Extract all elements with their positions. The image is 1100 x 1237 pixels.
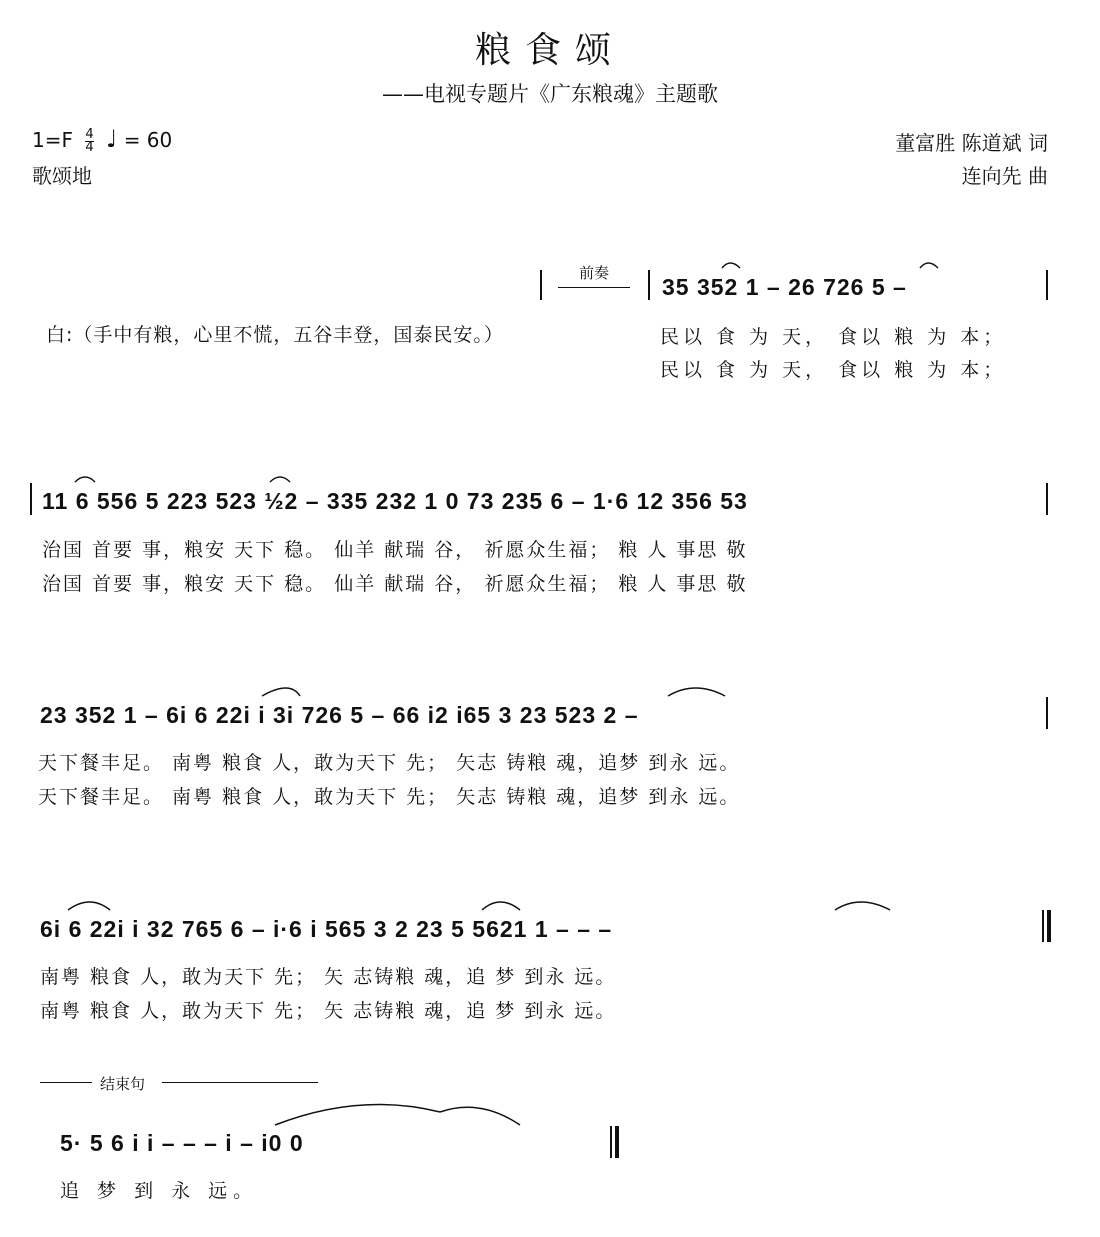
- notation-row-4: 6i 6 22i i 32 765 6 – i·6 i 565 3 2 23 5 5621 1 – – –: [40, 916, 613, 942]
- lyrics-row-4-verse-1: 南粤 粮食 人，敢为天下 先； 矢 志铸粮 魂，追 梦 到永 远。: [40, 966, 617, 988]
- tie-arc: [482, 902, 520, 910]
- song-subtitle: ——电视专题片《广东粮魂》主题歌: [382, 82, 718, 106]
- lyrics-row-2-verse-1: 治国 首要 事，粮安 天下 稳。 仙羊 献瑞 谷， 祈愿众生福； 粮 人 事思 敬: [42, 539, 748, 561]
- lyrics-row-3-verse-1: 天下餐丰足。 南粤 粮食 人，敢为天下 先； 矢志 铸粮 魂，追梦 到永 远。: [38, 752, 741, 774]
- tempo-value: = 60: [123, 128, 173, 152]
- notation-row-1: 35 352 1 – 26 726 5 –: [662, 274, 907, 300]
- lyrics-row-2-verse-2: 治国 首要 事，粮安 天下 稳。 仙羊 献瑞 谷， 祈愿众生福； 粮 人 事思 敬: [42, 573, 748, 595]
- tie-arc: [275, 1104, 440, 1125]
- song-title: 粮食颂: [474, 30, 625, 71]
- spoken-intro: 白:（手中有粮，心里不慌，五谷丰登，国泰民安。）: [46, 324, 504, 346]
- quarter-note-icon: ♩: [106, 125, 118, 153]
- tie-arc: [75, 477, 95, 482]
- lyrics-row-1-verse-2: 民以 食 为 天， 食以 粮 为 本；: [660, 359, 1007, 381]
- tie-arc: [440, 1107, 520, 1125]
- intro-label: 前奏: [578, 264, 609, 282]
- lyrics-row-1-verse-1: 民以 食 为 天， 食以 粮 为 本；: [660, 326, 1007, 348]
- expression-marking: 歌颂地: [32, 164, 92, 188]
- tie-arc: [270, 477, 290, 482]
- tie-arc: [920, 263, 938, 268]
- coda-notation: 5· 5 6 i i – – – i – i0 0: [60, 1130, 304, 1156]
- notation-row-2: 11 6 556 5 223 523 ½2 – 335 232 1 0 73 235 6 – 1·6 12 356 53: [42, 488, 748, 514]
- tie-arc: [68, 902, 110, 910]
- tie-arc: [668, 688, 725, 696]
- lyrics-row-3-verse-2: 天下餐丰足。 南粤 粮食 人，敢为天下 先； 矢志 铸粮 魂，追梦 到永 远。: [38, 786, 741, 808]
- tie-arc: [835, 902, 890, 910]
- notation-row-3: 23 352 1 – 6i 6 22i i 3i 726 5 – 66 i2 i65 3 23 523 2 –: [40, 702, 639, 728]
- time-top: 4: [85, 127, 94, 142]
- lyrics-row-4-verse-2: 南粤 粮食 人，敢为天下 先； 矢 志铸粮 魂，追 梦 到永 远。: [40, 1000, 617, 1022]
- tie-arc: [722, 263, 740, 268]
- tie-arc: [262, 688, 300, 696]
- lyricist-credit: 董富胜 陈道斌 词: [895, 131, 1048, 155]
- time-bottom: 4: [85, 140, 94, 155]
- coda-label: 结束句: [100, 1075, 146, 1093]
- key-label: 1=F: [32, 128, 73, 152]
- composer-credit: 连向先 曲: [961, 164, 1048, 188]
- coda-lyrics: 追 梦 到 永 远。: [60, 1180, 259, 1202]
